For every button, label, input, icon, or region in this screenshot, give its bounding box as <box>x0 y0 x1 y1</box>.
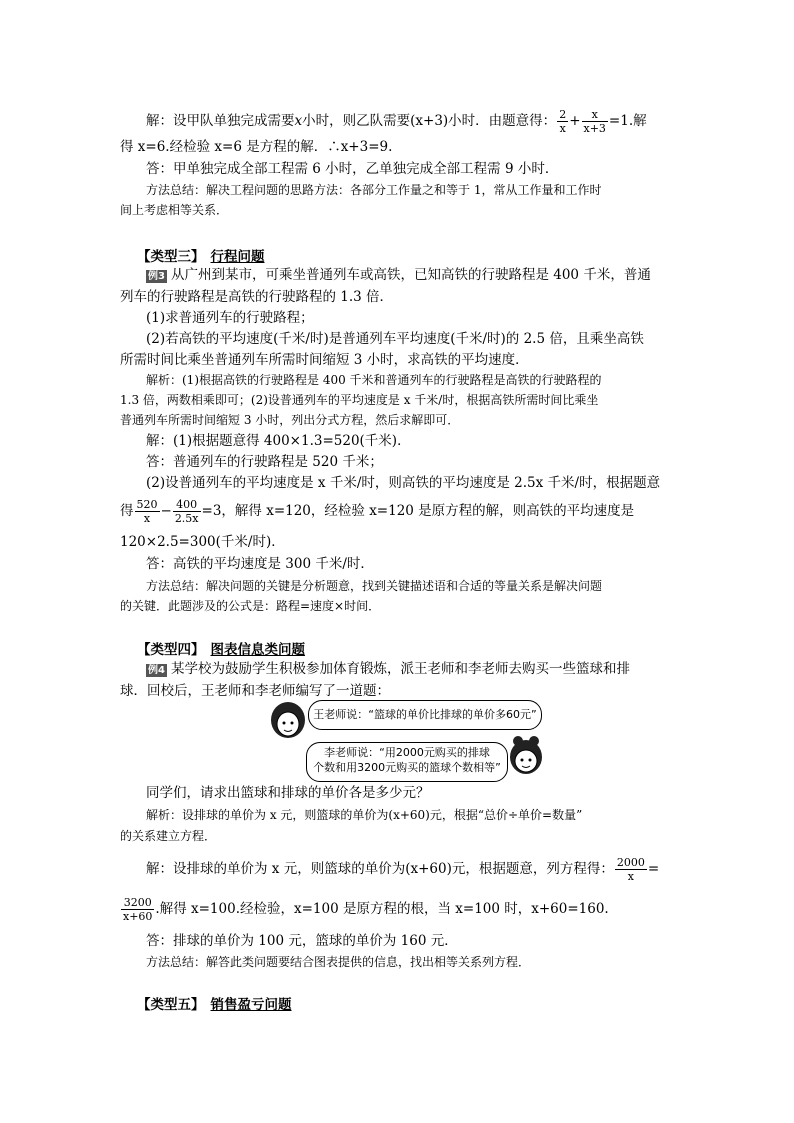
answer-line: 答：排球的单价为 100 元，篮球的单价为 160 元． <box>146 933 458 949</box>
solution-line: 解：设甲队单独完成需要x小时，则乙队需要(x+3)小时．由题意得： $\frac{2}{x}$ + $\frac{x}{x+3}$ =1.解 <box>146 108 647 135</box>
speech-bubble-li: 李老师说：“用2000元购买的排球 个数和用3200元购买的篮球个数相等” <box>306 742 508 782</box>
method-summary: 方法总结：解决问题的关键是分析题意，找到关键描述语和合适的等量关系是解决问题 <box>146 579 603 593</box>
section-heading: 【类型五】 销售盈亏问题 <box>137 997 292 1013</box>
teacher-li-figure <box>506 735 546 781</box>
fraction: $\frac{400}{2.5x}$ <box>174 498 199 525</box>
example-line: 球．回校后，王老师和李老师编写了一道题： <box>120 683 390 699</box>
method-summary: 的关键．此题涉及的公式是：路程=速度×时间． <box>120 599 381 613</box>
method-summary: 方法总结：解答此类问题要结合图表提供的信息，找出相等关系列方程． <box>146 955 531 969</box>
example-line: 列车的行驶路程是高铁的行驶路程的 1.3 倍． <box>120 289 394 305</box>
solution-line: (2)设普通列车的平均速度是 x 千米/时，则高铁的平均速度是 2.5x 千米/时，根据题意 <box>146 475 661 491</box>
solution-line: 得 $\frac{520}{x}$ − $\frac{400}{2.5x}$ =3，解得 x=120，经检验 x=120 是原方程的解，则高铁的平均速度是 <box>120 498 635 525</box>
example-tag: 例3 <box>148 271 165 282</box>
example-line: 所需时间比乘坐普通列车所需时间缩短 3 小时，求高铁的平均速度． <box>120 352 529 368</box>
answer-line: 答：普通列车的行驶路程是 520 千米； <box>146 454 383 470</box>
solution-line: 120×2.5=300(千米/时)． <box>120 534 285 550</box>
teacher-wang-figure <box>268 700 308 746</box>
example-line: (2)若高铁的平均速度(千米/时)是普通列车平均速度(千米/时)的 2.5 倍，且乘坐高铁 <box>146 331 644 347</box>
solution-line: 得 x=6.经检验 x=6 是方程的解．∴x+3=9. <box>120 139 393 155</box>
fraction: $\frac{x}{x+3}$ <box>583 108 606 135</box>
fraction: $\frac{3200}{x+60}$ <box>123 896 153 923</box>
example-line: (1)求普通列车的行驶路程； <box>146 310 314 326</box>
analysis-line: 的关系建立方程． <box>120 829 217 843</box>
question-line: 同学们，请求出篮球和排球的单价各是多少元？ <box>146 785 430 801</box>
solution-line: 解：(1)根据题意得 400×1.3=520(千米)． <box>146 433 411 449</box>
solution-line: $\frac{3200}{x+60}$ .解得 x=100.经检验，x=100 是原方程的根，当 x=100 时，x+60=160. <box>123 896 609 923</box>
solution-line: 解：设排球的单价为 x 元，则篮球的单价为(x+60)元，根据题意，列方程得： $\frac{2000}{x}$ = <box>146 856 660 883</box>
example-line: 例4 某学校为鼓励学生积极参加体育锻炼，派王老师和李老师去购买一些篮球和排 <box>148 661 630 677</box>
method-summary: 方法总结：解决工程问题的思路方法：各部分工作量之和等于 1，常从工作量和工作时 <box>146 183 602 197</box>
analysis-line: 解析：设排球的单价为 x 元，则篮球的单价为(x+60)元，根据“总价÷单价=数量” <box>146 808 583 822</box>
analysis-line: 1.3 倍，两数相乘即可；(2)设普通列车的平均速度是 x 千米/时，根据高铁所需时间比乘坐 <box>120 393 599 407</box>
fraction: $\frac{520}{x}$ <box>136 498 158 525</box>
example-line: 例3 从广州到某市，可乘坐普通列车或高铁，已知高铁的行驶路程是 400 千米，普通 <box>148 267 651 283</box>
example-tag: 例4 <box>148 665 165 676</box>
speech-bubble-wang: 王老师说：“篮球的单价比排球的单价多60元” <box>308 700 542 730</box>
section-heading: 【类型四】 图表信息类问题 <box>137 642 305 658</box>
section-heading: 【类型三】 行程问题 <box>137 249 265 265</box>
analysis-line: 解析：(1)根据高铁的行驶路程是 400 千米和普通列车的行驶路程是高铁的行驶路程的 <box>146 373 602 387</box>
method-summary: 间上考虑相等关系． <box>120 203 229 217</box>
fraction: $\frac{2}{x}$ <box>559 108 567 135</box>
answer-line: 答：高铁的平均速度是 300 千米/时． <box>146 556 374 572</box>
analysis-line: 普通列车所需时间缩短 3 小时，列出分式方程，然后求解即可． <box>120 413 460 427</box>
answer-line: 答：甲单独完成全部工程需 6 小时，乙单独完成全部工程需 9 小时． <box>146 161 559 177</box>
fraction: $\frac{2000}{x}$ <box>616 856 645 883</box>
